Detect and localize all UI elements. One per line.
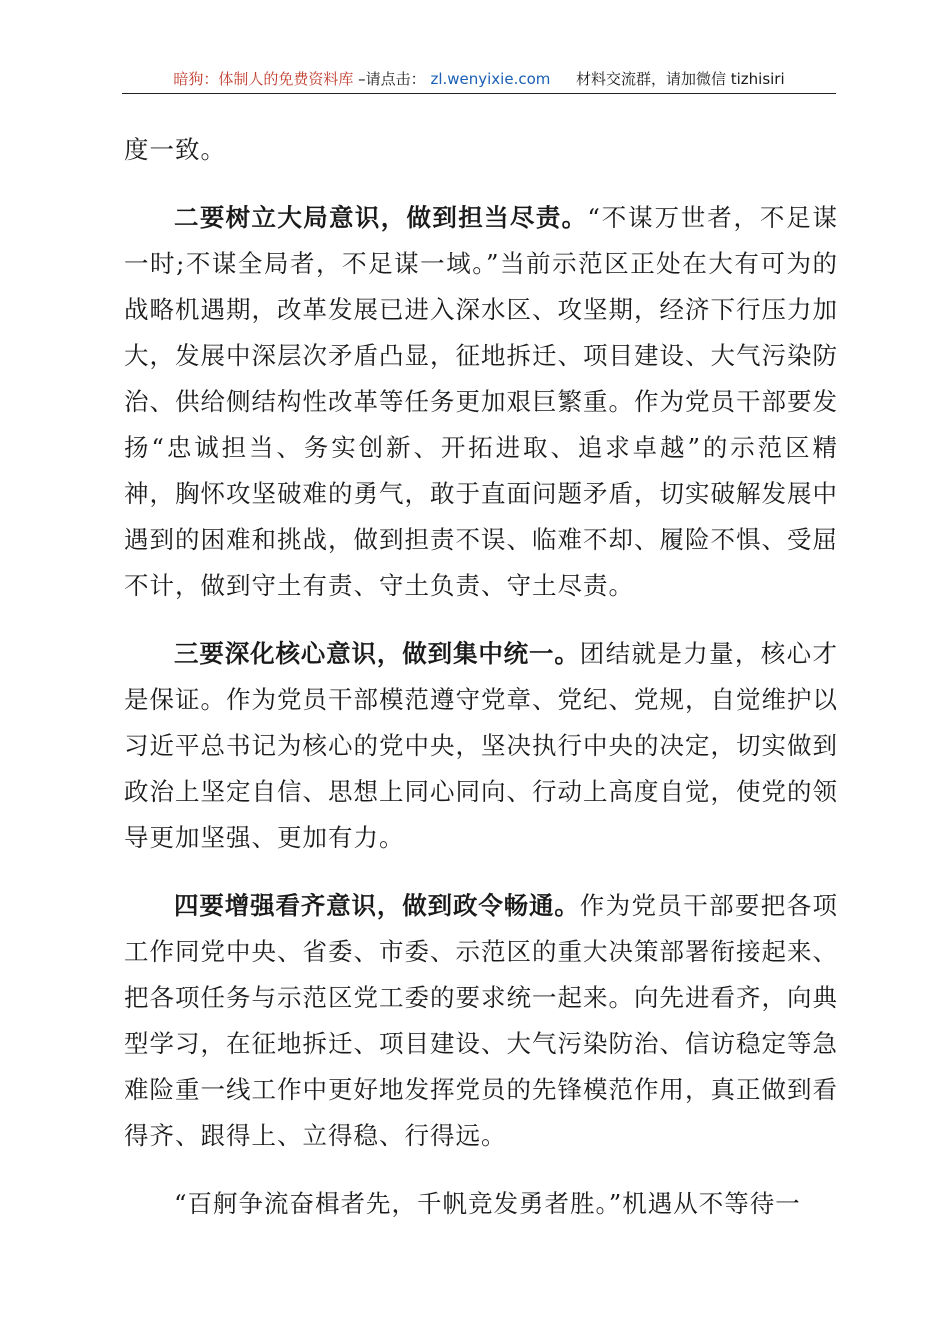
site-name: 暗狗：体制人的免费资料库 — [173, 70, 354, 88]
section-paragraph-3 — [124, 631, 838, 861]
continuation-paragraph: 度一致。 — [124, 135, 226, 164]
section-heading-3: 三要深化核心意识，做到集中统一。 — [174, 639, 580, 668]
page-header — [122, 66, 836, 92]
section-paragraph-4 — [124, 883, 838, 1159]
section-text-4: 作为党员干部要把各项工作同党中央、省委、市委、示范区的重大决策部署衔接起来、把各项任务与示范区党工委的要求统一起来。向先进看齐，向典型学习，在征地拆迁、项目建设、大气污染防治、信访稳定等急难险重一线工作中更好地发挥党员的先锋模范作用，真正做到看得齐、跟得上、立得稳、行得远。 — [124, 891, 839, 1150]
link-prefix: –请点击： — [358, 70, 426, 88]
section-heading-4: 四要增强看齐意识，做到政令畅通。 — [174, 891, 580, 920]
contact-info: 材料交流群，请加微信 tizhisiri — [575, 70, 785, 88]
section-text-2: “不谋万世者，不足谋一时;不谋全局者，不足谋一域。”当前示范区正处在大有可为的战略机遇期，改革发展已进入深水区、攻坚期，经济下行压力加大，发展中深层次矛盾凸显，征地拆迁、项目建设、大气污染防治、供给侧结构性改革等任务更加艰巨繁重。作为党员干部要发扬“忠诚担当、务实创新、开拓进取、追求卓越”的示范区精神，胸怀攻坚破难的勇气，敢于直面问题矛盾，切实破解发展中遇到的困难和挑战，做到担责不误、临难不却、履险不惧、受屈不计，做到守土有责、守土负责、守土尽责。 — [124, 203, 838, 600]
site-url-link[interactable]: zl.wenyixie.com — [430, 70, 551, 88]
closing-paragraph: “百舸争流奋楫者先，千帆竞发勇者胜。”机遇从不等待一 — [174, 1189, 801, 1218]
section-text-3: 团结就是力量，核心才是保证。作为党员干部模范遵守党章、党纪、党规，自觉维护以习近平总书记为核心的党中央，坚决执行中央的决定，切实做到政治上坚定自信、思想上同心同向、行动上高度自觉，使党的领导更加坚强、更加有力。 — [124, 639, 839, 852]
section-paragraph-2 — [124, 195, 838, 609]
header-divider — [122, 93, 836, 94]
section-heading-2: 二要树立大局意识，做到担当尽责。 — [174, 203, 588, 232]
document-body — [124, 127, 838, 1227]
